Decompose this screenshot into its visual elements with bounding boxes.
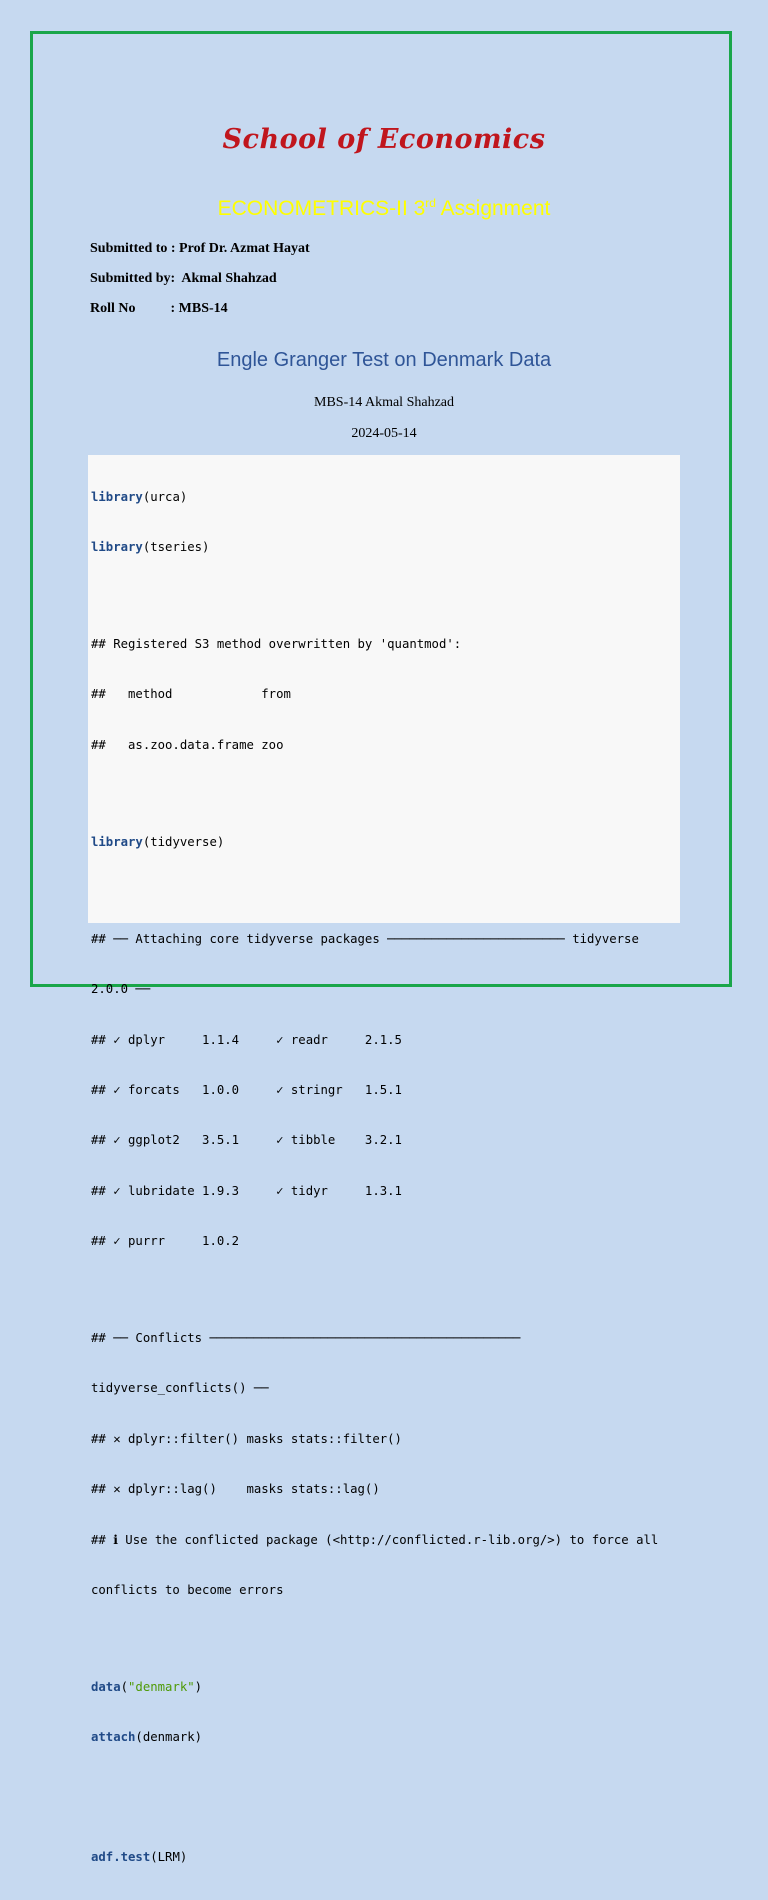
code-line — [91, 1849, 658, 1866]
code-argument: (tidyverse) — [142, 834, 225, 849]
roll-number: Roll No : MBS-14 — [90, 301, 228, 316]
code-function: attach — [91, 1730, 136, 1745]
submitted-by: Submitted by: Akmal Shahzad — [90, 271, 277, 286]
submitted-to: Submitted to : Prof Dr. Azmat Hayat — [90, 241, 310, 256]
code-argument: (urca) — [142, 489, 188, 504]
code-argument: (denmark) — [135, 1730, 203, 1745]
code-string: "denmark" — [128, 1679, 195, 1694]
code-line — [91, 1729, 658, 1746]
code-function: library — [91, 539, 143, 554]
school-title: School of Economics — [222, 124, 546, 155]
output-line: 2.0.0 ── — [91, 982, 151, 997]
code-paren: ( — [120, 1679, 129, 1694]
code-line — [91, 1679, 658, 1696]
output-line: ## ✓ lubridate 1.9.3 ✓ tidyr 1.3.1 — [91, 1183, 402, 1198]
output-line: ## ── Conflicts ────────────────────────────────────────── — [91, 1331, 521, 1346]
document-author: MBS-14 Akmal Shahzad — [314, 395, 454, 410]
output-line: ## ── Attaching core tidyverse packages ──────────────────────── tidyverse — [91, 931, 639, 946]
assignment-title-suffix: Assignment — [435, 197, 551, 220]
code-paren: ) — [194, 1679, 203, 1694]
code-line — [91, 489, 658, 506]
output-line: ## method from — [91, 687, 291, 702]
code-function: library — [91, 489, 143, 504]
output-line: ## ✓ forcats 1.0.0 ✓ stringr 1.5.1 — [91, 1082, 402, 1097]
code-function: library — [91, 834, 143, 849]
code-argument: (tseries) — [142, 539, 210, 554]
assignment-title-ordinal: rd — [425, 196, 436, 210]
document-date: 2024-05-14 — [351, 426, 417, 441]
output-line: ## Registered S3 method overwritten by 'quantmod': — [91, 636, 462, 651]
code-line — [91, 539, 658, 556]
document-title: Engle Granger Test on Denmark Data — [216, 349, 552, 371]
code-function: data — [91, 1679, 121, 1694]
output-line: conflicts to become errors — [91, 1583, 284, 1597]
code-listing — [91, 455, 658, 1900]
output-line: ## ℹ Use the conflicted package (<http://conflicted.r-lib.org/>) to force all — [91, 1532, 659, 1547]
code-function: adf.test — [91, 1850, 151, 1865]
output-line: ## as.zoo.data.frame zoo — [91, 737, 284, 752]
assignment-title — [0, 196, 768, 221]
code-argument: (LRM) — [150, 1850, 188, 1865]
output-line: ## ✓ ggplot2 3.5.1 ✓ tibble 3.2.1 — [91, 1133, 402, 1148]
output-line: ## ✓ purrr 1.0.2 — [91, 1234, 240, 1249]
output-line: tidyverse_conflicts() ── — [91, 1381, 269, 1396]
code-line — [91, 834, 658, 851]
assignment-title-prefix: ECONOMETRICS-II 3 — [217, 197, 426, 220]
output-line: ## ✓ dplyr 1.1.4 ✓ readr 2.1.5 — [91, 1032, 402, 1047]
output-line: ## ✕ dplyr::lag() masks stats::lag() — [91, 1482, 380, 1497]
code-block — [88, 455, 680, 1865]
output-line: ## ✕ dplyr::filter() masks stats::filter() — [91, 1431, 402, 1446]
